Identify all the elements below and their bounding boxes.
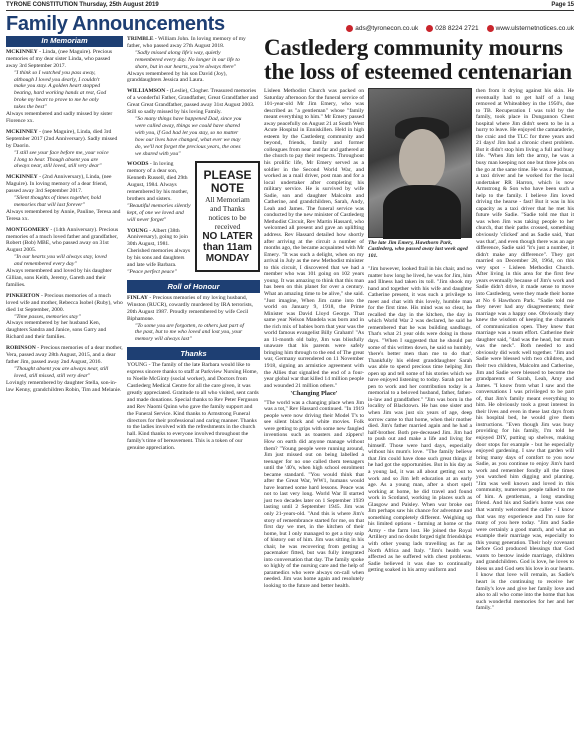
- section-title: Family Announcements: [6, 13, 225, 35]
- article-column-1: Lisleen Methodist Church was packed on Saturday afternoon for the funeral service of 101-year-old Mr Jim Emery, who was described as "a gentleman" whose "family meant everything to him." Mr Emery passed away peacefully on August 21 at South West Acute Hospital in Enniskillen. Held in high esteem by the Castlederg community and beyond, friends, family and former colleagues from near and far and gathered at the church to pay their respects. Throughout his prolific life, Mr Emery served as a soldier in the Second World War, and worked as a mail driver, post man and for a local undertaker after completing his military service. He is survived by wife Sadie, son and daughter Malcolm and Catherine, and grandchildren, Sarah, Andy, Leah and James. The funeral service was conducted by the new minister of Castlederg Methodist Circuit, Rev Martin Hassard, who welcomed all present and gave an uplifting address. Rev Hassard detailed how shortly after arriving at the circuit a number of months ago, the became acquainted with Mr Emery. "It was such a delight, when on my arrival in July as the new Methodist minister to this circuit, I discovered that we had a member who was 101 going on 102 years young. It was amazing to think that this man has been on this planet for over a century. What an amazing time to be alive," she said. "Just imagine, When Jim came into the world on January 9, 1918, the Prime Minister was David Lloyd George. That same year Nelson Mandela was born and in the rich mix of babies born that year was the world famous evangelist Billy Graham! "As an 11-month old baby, Jim was blissfully unaware that his parents were safely bringing him through to the end of The great war, Germany surrendered on 11 November 1918, signing an armistice agreement with the Allies that signalled the end of a four-year global war that killed 14 million people and wounded 21 million others." 'Changing Place' "The world was a changing place when Jim was a tot," Rev Hassard continued. "In 1919 people were now driving their Model T's to see silent black and white movies. Folk were getting to grips with some new fangled inventions such as toasters and zippers! How on earth did anyone manage without them? "Young people were running around, Jim just missed out on being labelled a teenager for no one called them teenagers until the '40's, when high school enrolment became standard. "You would think that after the Great War, WW1, humans would have learned some hard lessons. Peace was not to last very long. World War II started just two decades later on 1 September 1939 lasting until 2 September 1945. Jim was only 21-years-old. "And this is where Jim's story of remembrance started for me, on that first day we met, in the kitchen of their home, but I only managed to get a tiny snip of history out of him. Jim was sitting in his chair, he was recovering from getting a pacemaker fitted, but was fully integrated into conversation that day. The family spoke so highly of the nursing care and the help of paramedics who were always on-call when needed. Jim was home again and resolutely looking to the future and better health.: [264, 88, 364, 590]
- col2-lower: [127, 161, 260, 280]
- web-contact[interactable]: www.ulsternetnotices.co.uk: [487, 25, 574, 32]
- ad-deadline: than 11am MONDAY: [203, 242, 252, 265]
- section-header: [6, 12, 574, 34]
- notice: ROBINSON - Precious memories of a dear mother, Vera, passed away 28th August, 2015, and a dear father Jim, passed away 2nd August, 2016. "Thought absent you are always near, still loved, still missed, still very dear" Lovingly remembered by daughter Stella, son-in-law Kenny, grandchildren Robin, Tim and Melanie.: [6, 345, 123, 393]
- notice: PINKERTON - Precious memories of a much loved wife and mother, Rebecca Isobel (Ruby), who died 1st September, 2000. "Time passes, memories stay" Always remembered by her husband Ken, daughters Sandra and Janice, sons Garry and Richard and their families.: [6, 292, 123, 341]
- article-column-3: then from it drying against his skin. He eventually had to get half of a lung removed at Whiteabbey in the 1950's, due to TB. Recuperation I was told by the family, took place in Dungannon Chest hospital where Jim didn't seem to be in a hurry to leave. He enjoyed the camaraderie, the craic and the TLC for three years and 21 days! Jim had a chronic chest problem. But it didn't stop him living a full and busy life. "When Jim left the army, he was a busy man keeping not one but three jobs on the go at the same time. He was a Postman, a taxi driver and he worked for the local undertaker RR Harron, which is now Armstrong & Son who have been such a help to the family. I believe Jim loved driving the hearse - fast! But it was in his capacity as a taxi driver that he met his future wife Sadie. "Sadie told me that it was when Jim was taking people to her church, that their paths crossed, something obviously 'clicked' and as Sadie said, 'that was that', and even though there was an age difference, Sadie said "it's just a number, it didn't make any difference". They got married on December 28, 1964, on this very spot - Lisleen Methodist Church. After living in this area for the first few years eventually because of Jim's work and Sadie didn't drive, it made sense to move into Castlederg, were they made their home at No 6 Hawthorn Park. "Sadie told me they never had any disagreements; their marriage was a happy one. Obviously they knew the wisdom of keeping the channels of communication open. They knew that marriage was a team effort. Catherine their daughter said, "dad was the head, but mum was the neck". Both needed to and obviously did work well together. "Jim and Sadie were blessed with two children, and their two children, Malcolm and Catherine, Jim and Sadie were blessed to become the grandparents of Sarah, Leah, Amy and James. "I know from what I saw and the conversations I was privileged to be part of, that Jim's family meant everything to him. He obviously took a great interest in their lives and even in these last days from his hospital bed, he would give them instructions. "Even though Jim was busy providing for his family, I'm told he enjoyed DIY, putting up shelves, making door stops for example - but he especially enjoyed gardening. I saw that garden will bring many days of comfort to you now Sadie, as you continue to enjoy Jim's hard work and remember fondly all the times you watched him digging and planting. "Jim was well known and loved in this community, numerous people talked to me of him. A gentleman, a long standing friend. And his and Sadie's home was one that warmly welcomed the caller - I know that was my experience and I'm sure for many of you here today. "Jim and Sadie were certainly a good match, and what an example their marriage was, especially to this young generation. Their holy covenant before God produced blessings that God wants to bestow inside marriage, children and grandchildren. God is love, he loves to bless us and God sets his love in our hearts. I know that love will remain, as Sadie's heart is the continuing to receive her family's love and give her family love and also to all who come into the home that has such wonderful memories for her and her family.": [476, 88, 574, 612]
- photo-caption: The late Jim Emery, Hawthorn Park, Castlederg, who passed away last week aged 101.: [368, 240, 468, 259]
- phone-contact[interactable]: 028 8224 2721: [426, 25, 478, 32]
- notice: WOODS - In loving memory of a dear son, Kenneth Russell, died 29th August, 1984. Always remembered by his mother, brothers and sisters. "Beautiful memories silently kept, of one we loved and will never forget": [127, 161, 191, 223]
- notice: MCKINNEY - (nee Maguire), Linda, died 3rd September 2017 (2nd Anniversary). Sadly missed by Daorin. "I still see your face before me, your voice I long to hear. Though absent you are always near, still loved, still very dear": [6, 128, 118, 170]
- ad-please-note: PLEASE NOTE: [203, 168, 252, 196]
- memoriam-continued: [127, 36, 260, 157]
- thanks-heading: Thanks: [127, 347, 260, 360]
- ad-body: All Memoriam and Thanks notices to be received: [205, 195, 250, 232]
- article-subhead: 'Changing Place': [290, 390, 338, 398]
- paper-issue: TYRONE CONSTITUTION Thursday, 25th August 2019: [6, 2, 159, 8]
- obituary-photo: [368, 88, 472, 238]
- memoriam-lower: [127, 161, 191, 280]
- phone-icon: [426, 25, 433, 32]
- notice: WILLIAMSON - (Leslie), Clogher. Treasured memories of a wonderful Father, Grandfather, Great Grandfather and Great Great Grandfather, passed away 31st August 2003. Still so sadly missed by his loving Family. "So many things have happened Dad, since you were called away, things we could have shared with you, if God had let you stay, so no matter how our lives have changed, what ever we may do, we'll not forget the precious years, the ones we shared with you": [127, 88, 259, 157]
- email-icon: [346, 25, 353, 32]
- memoriam-column: [6, 36, 123, 398]
- notice: TRIMBLE - William John. In loving memory of my father, who passed away 27th August 2018. "Sadly missed along life's way, quietly remembered every day. No longer in our life to share, but in our hearts, you're always there" Always remembered by his son David (Joy), granddaughters Jessica and Laura.: [127, 36, 246, 84]
- article-headline: Castlederg community mourns the loss of esteemed centenarian: [264, 35, 572, 84]
- notice: MONTGOMERY - (14th Anniversary). Precious memories of a much loved father and grandfather, Robert (Bob) MBE, who passed away on 31st August 2005. "In our hearts you will always stay, loved and remembered every day" Always remembered and loved by his daughter Gillian, sons Keith, Jeremy, Gareth and their families.: [6, 226, 119, 288]
- web-icon: [487, 25, 494, 32]
- page-number: Page 15: [551, 2, 574, 8]
- article-headline-block: [264, 36, 574, 84]
- notice: FINLAY - Precious memories of my loving husband, Winston (RUCR), cowardly murdered by IRA terrorists, 20th August 1987. Proudly remembered by wife Cecil Biphamone. "To some you are forgotten, to others just part of the past, but to me who loved and lost you, your memory will always last": [127, 294, 253, 343]
- notices-column-2: [127, 36, 260, 452]
- in-memoriam-heading: In Memoriam: [6, 36, 123, 47]
- roll-of-honour-heading: Roll of Honour: [127, 280, 260, 293]
- notice: MCKINNEY - Linda, (nee Maguire). Precious memories of my dear sister Linda, who passed away 3rd September 2017. "I think so I watched you pass away, although I loved you dearly, I couldn't make you stay. A golden heart stopped beating, hard working hands at rest, God broke my heart to prove to me he only takes the best" Always remembered and sadly missed by sister Florence xx.: [6, 48, 113, 124]
- notice: YOUNG - Albert (38th Anniversary), going to join 30th August, 1981. Cherished memories always by his sons and daughters and late wife Barbara. "Peace perfect peace": [127, 227, 191, 275]
- ad-no-later: NO LATER: [202, 231, 253, 243]
- notice: MCKINNEY - (2nd Anniversary), Linda, (nee Maguire). In loving memory of a dear friend, passed away 3rd September 2017. "Silent thoughts of times together, hold memories that will last forever" Always remembered by Annie, Pauline, Teresa and Teresa xx.: [6, 174, 121, 222]
- article-column-2: "Jim however, looked frail in his chair, and no matter how long he lived, he was for Jim, him and Illness had taken its toll. "Jim shook my hand and together with his wife and daughter Catherine present, it was such a privilege to meet and chat with this lovely, humble man for the first time. His mind was so clear, he recalled the day in the kitchen, the day in which World War 2 was declared, he said he remembered that he was building sandbags. That's what 21 year olds were doing in those days. "When I suggested that he should put some of this written down, he said so humbly, 'there's better men than me to do that'. Thankfully his eldest granddaughter Sarah was able to spend precious time helping Jim open up and tell some of his stories which we have enjoyed listening to today. Sarah put her pen to work and her contribution today is a memorial to a beloved husband, father, father-in-law and grandfather." "Jim was born in the locality of Blacktown. He has one sister and when Jim was just six years of age, deep sorrow came to that home, when their mother died. Jim's father married again and he had a half-brother. Both pre-deceased Jim. Jim had to push out and make a life and living for himself. Those were hard days, especially without his mum's love. "The family believe that Jim could have done such great things if he had got the opportunities. But in his day as a young lad, it was all about getting out to work and so Jim left education at an early age. As a young man, after a short spell working at home, he did travel and found work in Scotland, working in places such as Glasgow and Paisley. When war broke out Jim perhaps saw his chance for adventure and something completely different. Weighing up his limited options - farming at home or the Army - the farm lost. He joined the Royal Artillery and no doubt forged tight friendships with other young lads travelling as far as North Africa and Italy. "Jim's health was affected as he suffered with chest problems. Sadie believed it was due to continually getting soaked in his army uniform and: [368, 266, 472, 574]
- thanks-notice: YOUNG - The family of the late Barbara would like to express sincere thanks to staff at Parkview Nursing Home, to Noelle McGinty (social worker), and Doctors from Castlederg Medical Centre for all the care given, it was greatly appreciated. Gratitude to all who visited, sent cards and made donations. Special thanks to Rev Peter Ferguson and Rev Naomi Quinn who gave the family support and the Funeral Service. Kind thanks to Armstrong Funeral directors for their professional and caring manner. Thanks to the ladies involved with the refreshments in the church hall. Kind thanks to everyone involved throughout the family's time of bereavement. This is a token of our genuine appreciation.: [127, 362, 259, 452]
- contact-bar: [346, 25, 574, 34]
- email-contact[interactable]: ads@tyronecon.co.uk: [346, 25, 418, 32]
- deadline-ad: [195, 161, 260, 280]
- paper-masthead-line: [6, 2, 574, 11]
